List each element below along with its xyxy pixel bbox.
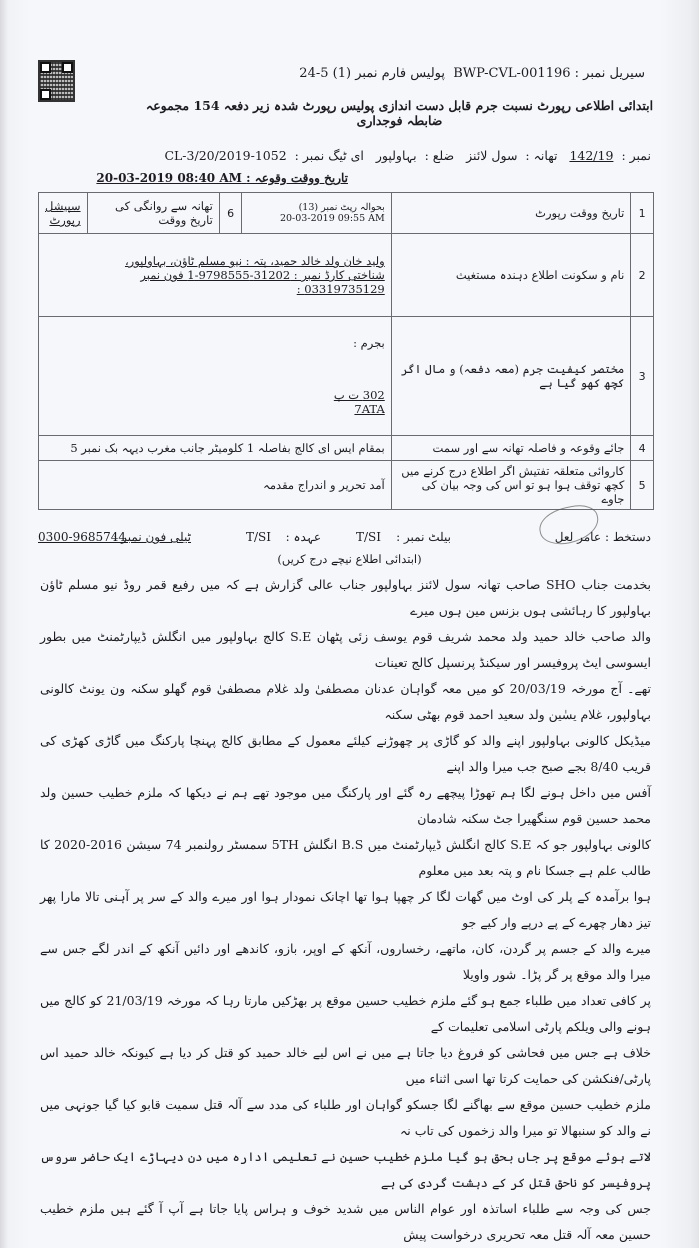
body-line: کالونی بہاولپور جو کہ S.E کالج انگلش ڈیپارٹمنٹ میں B.S انگلش 5TH سمسٹر رولنمبر 74 سیشن 2016-2020 کا طالب علم ہے جسکا نام و پتہ بعد میں معلوم xyxy=(40,837,651,878)
qr-code-icon xyxy=(38,60,75,102)
qr-finder-top-right xyxy=(62,62,73,73)
first-information-note: (ابتدائی اطلاع نیچے درج کریں) xyxy=(277,552,422,566)
row-value: آمد تحریر و اندراج مقدمہ xyxy=(39,461,392,510)
body-line: بخدمت جناب SHO صاحب تھانہ سول لائنز بہاولپور جناب عالی گزارش ہے کہ میں رفیع قمر روڈ نیو مسلم ٹاؤن بہاولپور کا رہائشی ہوں بزنس مین ہوں میرے xyxy=(40,577,651,618)
complainant-name-address: ولید خان ولد خالد حمید، پتہ : نیو مسلم ٹاؤن، بہاولپور، xyxy=(124,254,385,268)
row-number: 3 xyxy=(631,317,654,436)
serial-label: سیریل نمبر : xyxy=(574,66,645,81)
district-label: ضلع : xyxy=(424,148,455,163)
row-label: مختصر کیفیت جرم (معہ دفعہ) و مال اگر کچھ کھو گیا ہے xyxy=(391,317,631,436)
row-label: تھانہ سے روانگی کی تاریخ ووقت xyxy=(87,193,219,234)
belt-number-label: بیلٹ نمبر : xyxy=(396,530,451,544)
body-line: خلاف ہے جس میں فحاشی کو فروغ دیا جاتا ہے میں نے اس لیے خالد حمید کو قتل کر دیا ہے کیونکہ خالد حمید اس پارٹی/فنکشن کی حمایت کرتا تھا اسی اثناء میں xyxy=(40,1045,651,1086)
body-line: پر کافی تعداد میں طلباء جمع ہو گئے ملزم خطیب حسین موقع پر بھڑکیں مارتا رہا کہ مورخہ 21/03/19 کو کالج میں ہونے والی ویلکم پارٹی اسلامی تعلیمات کے xyxy=(40,993,651,1034)
first-information-body xyxy=(40,572,651,1248)
report-reference: بحوالہ رپٹ نمبر (13) xyxy=(298,202,385,213)
row-value xyxy=(39,234,392,317)
case-number-label: نمبر : xyxy=(621,148,651,163)
qr-finder-bottom-left xyxy=(40,89,51,100)
row-label: کاروائی متعلقہ تفتیش اگر اطلاع درج کرنے میں کچھ توقف ہوا ہو تو اس کی وجہ بیان کی جاوے xyxy=(391,461,631,510)
body-line: والد صاحب خالد حمید ولد محمد شریف قوم یوسف زئی پٹھان S.E کالج بہاولپور میں انگلش ڈیپارٹمنٹ میں بطور ایسوسی ایٹ پروفیسر اور سیکنڈ پرنسپل کالج تعینات xyxy=(40,629,651,670)
body-line: آفس میں داخل ہونے لگا ہم تھوڑا پیچھے رہ گئے اور پارکنگ میں موجود تھے ہم نے دیکھا کہ ملزم خطیب حسین ولد محمد حسین قوم سنگھیرا جٹ سکنہ شادمان xyxy=(40,785,651,826)
rank-label: عہدہ : xyxy=(285,530,321,544)
offence-section-ppc: 302 ت پ xyxy=(333,388,385,402)
table-row xyxy=(39,317,654,436)
row-value xyxy=(39,317,392,436)
body-line: لاتے ہوئے موقع پر جاں بحق ہو گیا ملزم خطیب حسین نے تعلیمی ادارہ میں دن دیہاڑے ایک حاضر سروس پروفیسر کو ناحق قتل کر کے دہشت گردی کی ہے xyxy=(40,1149,651,1190)
belt-number-value: T/SI xyxy=(355,530,381,544)
occurrence-datetime xyxy=(38,171,348,185)
occurrence-value: 20-03-2019 08:40 AM xyxy=(96,171,242,185)
complainant-cnic: شناختی کارڈ نمبر : 31202-9798555-1 فون نمبر xyxy=(140,268,385,282)
offence-label: بجرم : xyxy=(353,336,385,350)
document-title: ابتدائی اطلاعی رپورٹ نسبت جرم قابل دست اندازی پولیس رپورٹ شدہ زیر دفعہ 154 مجموعہ ضابطہ فوجداری xyxy=(145,98,654,128)
rank-value: T/SI xyxy=(245,530,271,544)
table-row xyxy=(39,234,654,317)
row-number: 1 xyxy=(631,193,654,234)
row-value: بمقام ایس ای کالج بفاصلہ 1 کلومیٹر جانب مغرب دیہہ بک نمبر 5 xyxy=(39,436,392,461)
body-line: میڈیکل کالونی بہاولپور اپنے والد کو گاڑی پر چھوڑنے کیلئے معمول کے مطابق کالج پہنچا پارکنگ میں گاڑی کھڑی کی قریب 8/40 بجے صبح جب میرا والد اپنے xyxy=(40,733,651,774)
body-line: تھے۔ آج مورخہ 20/03/19 کو میں معہ گواہان عدنان مصطفیٰ ولد غلام مصطفیٰ قوم گھلو سکنہ ون یونٹ کالونی بہاولپور، غلام یسٰین ولد سعید احمد قوم بھٹی سکنہ xyxy=(40,681,651,722)
occurrence-label: تاریخ ووقت وقوعہ : xyxy=(246,171,348,185)
form-header xyxy=(85,66,645,84)
row-value: سپیشل رپورٹ xyxy=(39,193,88,234)
row-label: جائے وقوعہ و فاصلہ تھانہ سے اور سمت xyxy=(391,436,631,461)
table-row xyxy=(39,436,654,461)
case-info-line xyxy=(156,148,651,163)
row-label: تاریخ ووقت رپورٹ xyxy=(391,193,631,234)
etag-label: ای ٹیگ نمبر : xyxy=(294,148,364,163)
body-line: ہوا برآمدہ کے پلر کی اوٹ میں گھات لگا کر چھپا ہوا تھا اچانک نمودار ہوا اور میرے والد کے سر پر آہنی تالا مارا پھر تیز دھار چھرے کے پے درپے وار کیے جو xyxy=(40,889,651,930)
body-line: جس کی وجہ سے طلباء اساتذہ اور عوام الناس میں شدید خوف و ہراس پایا جاتا ہے آپ آ گئے ہیں ملزم خطیب حسین معہ آلہ قتل معہ تحریری درخواست پیش xyxy=(40,1201,651,1242)
officer-name: عامر لعل xyxy=(554,530,601,544)
serial-value: BWP-CVL-001196 xyxy=(453,66,571,81)
qr-finder-top-left xyxy=(40,62,51,73)
report-datetime: 20-03-2019 09:55 AM xyxy=(279,213,385,224)
police-form-number xyxy=(299,66,445,81)
offence-section-ata: 7ATA xyxy=(354,402,385,416)
station-label: تھانہ : xyxy=(525,148,558,163)
row-number: 6 xyxy=(219,193,242,234)
phone-label: ٹیلی فون نمبر : xyxy=(113,530,191,544)
station-value: سول لائنز xyxy=(466,148,518,163)
table-row xyxy=(39,193,654,234)
serial-number xyxy=(453,66,645,81)
complainant-phone: 03319735129 : xyxy=(296,282,385,296)
table-row xyxy=(39,461,654,510)
row-value xyxy=(242,193,391,234)
fir-details-table xyxy=(38,192,654,510)
row-number: 2 xyxy=(631,234,654,317)
row-label: نام و سکونت اطلاع دہندہ مستغیث xyxy=(391,234,631,317)
case-number-value: 142/19 xyxy=(569,148,614,163)
phone-value: 0300-9685744 xyxy=(38,530,127,544)
row-number: 4 xyxy=(631,436,654,461)
district-value: بہاولپور xyxy=(375,148,417,163)
signature-label: دستخط : xyxy=(604,530,651,544)
etag-value: CL-3/20/2019-1052 xyxy=(164,148,287,163)
row-number: 5 xyxy=(631,461,654,510)
body-line: ملزم خطیب حسین موقع سے بھاگنے لگا جسکو گواہان اور طلباء کی مدد سے آلہ قتل سمیت قابو کیا گیا جونہی میں نے والد کو سنبھالا تو میرا والد زخموں کی تاب نہ xyxy=(40,1097,651,1138)
form-label: پولیس فارم نمبر xyxy=(355,66,445,81)
body-line: میرے والد کے جسم پر گردن، کان، ماتھے، رخساروں، آنکھ کے اوپر، بازو، کاندھے اور دائیں آنکھ کے اندر لگے جس سے میرا والد موقع پر گر پڑا۔ شور واویلا xyxy=(40,941,651,982)
officer-signature-row xyxy=(38,530,651,550)
form-value: 24-5 (1) xyxy=(299,66,352,81)
